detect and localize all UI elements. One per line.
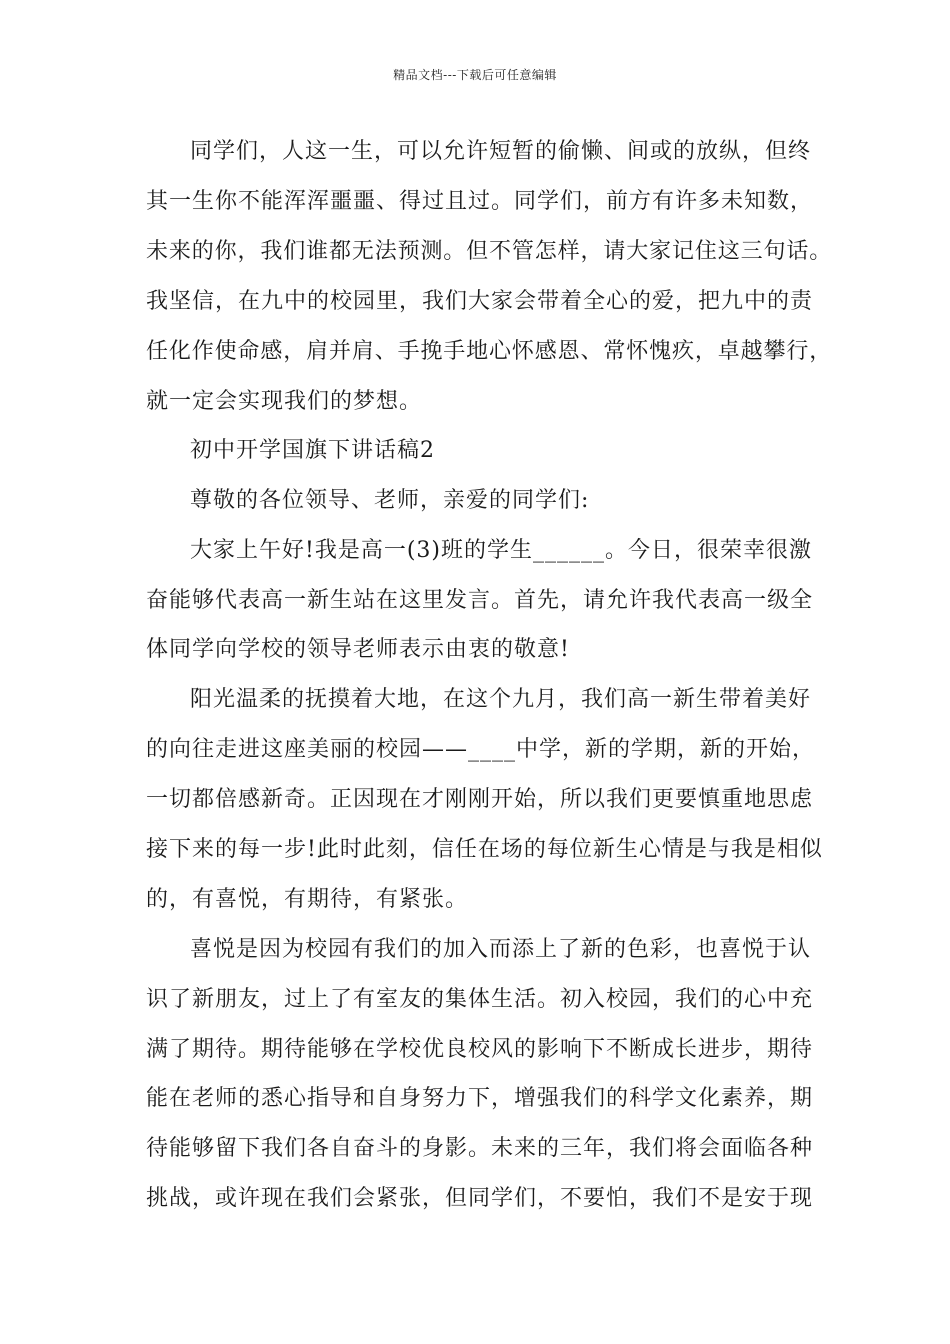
body-line: 同学们，人这一生，可以允许短暂的偷懒、间或的放纵，但终 (190, 139, 812, 164)
body-line: 我坚信，在九中的校园里，我们大家会带着全心的爱，把九中的责 (146, 289, 814, 314)
body-line: 体同学向学校的领导老师表示由衷的敬意! (146, 637, 570, 662)
body-line: 喜悦是因为校园有我们的加入而添上了新的色彩，也喜悦于认 (190, 937, 812, 962)
body-line: 能在老师的悉心指导和自身努力下，增强我们的科学文化素养，期 (146, 1086, 814, 1111)
body-line: 未来的你，我们谁都无法预测。但不管怎样，请大家记住这三句话。 (146, 239, 833, 264)
section-title: 初中开学国旗下讲话稿2 (190, 438, 435, 463)
body-line: 就一定会实现我们的梦想。 (146, 389, 423, 414)
body-line: 的向往走进这座美丽的校园——____中学，新的学期，新的开始， (146, 737, 816, 762)
body-line: 挑战，或许现在我们会紧张，但同学们，不要怕，我们不是安于现 (146, 1186, 814, 1211)
body-line: 的，有喜悦，有期待，有紧张。 (146, 887, 469, 912)
body-line: 一切都倍感新奇。正因现在才刚刚开始，所以我们更要慎重地思虑 (146, 787, 814, 812)
salutation: 尊敬的各位领导、老师，亲爱的同学们: (190, 488, 590, 513)
body-line: 满了期待。期待能够在学校优良校风的影响下不断成长进步，期待 (146, 1037, 814, 1062)
body-line: 任化作使命感，肩并肩、手挽手地心怀感恩、常怀愧疚，卓越攀行， (146, 339, 833, 364)
body-line: 奋能够代表高一新生站在这里发言。首先，请允许我代表高一级全 (146, 588, 814, 613)
body-line: 识了新朋友，过上了有室友的集体生活。初入校园，我们的心中充 (146, 987, 814, 1012)
body-line: 接下来的每一步!此时此刻，信任在场的每位新生心情是与我是相似 (146, 837, 823, 862)
body-line: 待能够留下我们各自奋斗的身影。未来的三年，我们将会面临各种 (146, 1136, 814, 1161)
body-line: 大家上午好!我是高一(3)班的学生______。今日，很荣幸很激 (190, 538, 813, 563)
body-line: 阳光温柔的抚摸着大地，在这个九月，我们高一新生带着美好 (190, 687, 812, 712)
page-header: 精品文档---下载后可任意编辑 (393, 68, 557, 82)
body-line: 其一生你不能浑浑噩噩、得过且过。同学们，前方有许多未知数， (146, 189, 814, 214)
